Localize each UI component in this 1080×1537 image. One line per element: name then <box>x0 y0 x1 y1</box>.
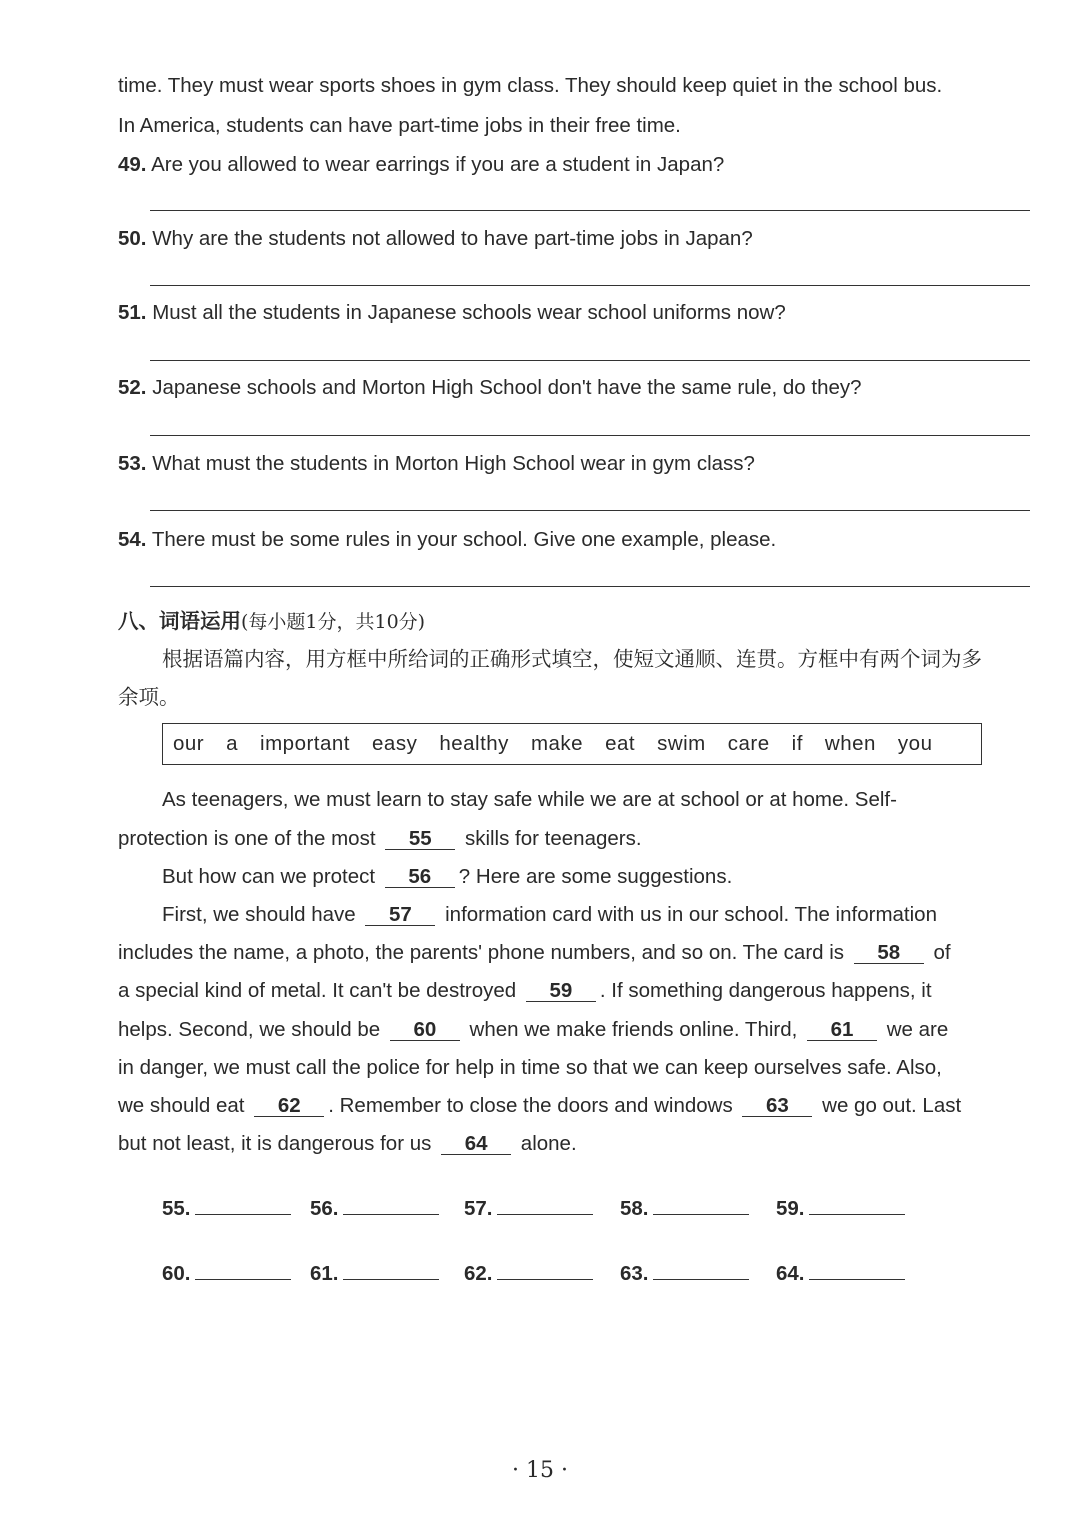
question-number: 53. <box>118 452 147 475</box>
answer-slot-64[interactable] <box>776 1262 905 1286</box>
section-heading <box>118 604 425 634</box>
answer-line-52[interactable] <box>150 435 1030 436</box>
question-number: 54. <box>118 528 147 551</box>
intro-line-1: time. They must wear sports shoes in gym class. They should keep quiet in the school bus. <box>118 74 943 97</box>
blank-61: 61 <box>807 1020 877 1041</box>
passage-text: protection is one of the most <box>118 827 376 850</box>
question-text: Why are the students not allowed to have part-time jobs in Japan? <box>152 227 753 250</box>
answer-underline[interactable] <box>343 1263 439 1280</box>
answer-slot-60[interactable] <box>162 1262 291 1286</box>
passage-text: includes the name, a photo, the parents' phone numbers, and so on. The card is <box>118 941 845 964</box>
passage-text: we should eat <box>118 1094 245 1117</box>
word-option: easy <box>372 732 418 755</box>
answer-label: 61. <box>310 1262 339 1285</box>
answer-underline[interactable] <box>343 1198 439 1215</box>
question-49 <box>118 153 724 177</box>
question-text: There must be some rules in your school. Give one example, please. <box>151 528 777 551</box>
passage-line-10 <box>118 1132 577 1156</box>
answer-line-50[interactable] <box>150 285 1030 286</box>
blank-63: 63 <box>742 1096 812 1117</box>
passage-line-1: As teenagers, we must learn to stay safe while we are at school or at home. Self- <box>162 788 897 811</box>
blank-62: 62 <box>254 1096 324 1117</box>
answer-underline[interactable] <box>653 1198 749 1215</box>
passage-text: we are <box>886 1018 949 1041</box>
passage-text: a special kind of metal. It can't be destroyed <box>118 979 517 1002</box>
passage-line-7 <box>118 1018 948 1042</box>
answer-label: 56. <box>310 1197 339 1220</box>
question-50 <box>118 227 753 251</box>
question-54 <box>118 528 776 552</box>
word-option: make <box>530 732 584 755</box>
passage-line-2 <box>118 827 642 851</box>
question-text: Are you allowed to wear earrings if you are a student in Japan? <box>151 153 725 176</box>
answer-label: 64. <box>776 1262 805 1285</box>
passage-text: information card with us in our school. The information <box>445 903 937 926</box>
word-option: you <box>897 732 933 755</box>
answer-slot-57[interactable] <box>464 1197 593 1221</box>
question-number: 49. <box>118 153 147 176</box>
answer-label: 63. <box>620 1262 649 1285</box>
answer-slot-58[interactable] <box>620 1197 749 1221</box>
answer-underline[interactable] <box>653 1263 749 1280</box>
question-52 <box>118 376 862 400</box>
passage-line-4 <box>162 903 937 927</box>
answer-slot-63[interactable] <box>620 1262 749 1286</box>
word-option: a <box>226 732 239 755</box>
passage-text: we go out. Last <box>822 1094 962 1117</box>
section-instruction-1: 根据语篇内容，用方框中所给词的正确形式填空，使短文通顺、连贯。方框中有两个词为多 <box>162 647 982 671</box>
answer-slot-59[interactable] <box>776 1197 905 1221</box>
question-number: 52. <box>118 376 147 399</box>
answer-label: 57. <box>464 1197 493 1220</box>
word-option: important <box>260 732 351 755</box>
question-number: 50. <box>118 227 147 250</box>
answer-label: 55. <box>162 1197 191 1220</box>
passage-text: but not least, it is dangerous for us <box>118 1132 432 1155</box>
answer-underline[interactable] <box>195 1263 291 1280</box>
question-text: Japanese schools and Morton High School don't have the same rule, do they? <box>152 376 862 399</box>
question-51 <box>118 301 786 325</box>
answer-label: 59. <box>776 1197 805 1220</box>
answer-label: 62. <box>464 1262 493 1285</box>
question-53 <box>118 452 755 476</box>
blank-60: 60 <box>390 1020 460 1041</box>
word-option: if <box>791 732 803 755</box>
passage-text: But how can we protect <box>162 865 376 888</box>
question-number: 51. <box>118 301 147 324</box>
passage-text: ? Here are some suggestions. <box>458 865 733 888</box>
passage-line-3 <box>162 865 732 889</box>
page-number: · 15 · <box>512 1458 568 1483</box>
answer-underline[interactable] <box>809 1263 905 1280</box>
answer-label: 60. <box>162 1262 191 1285</box>
answer-underline[interactable] <box>497 1263 593 1280</box>
blank-59: 59 <box>526 981 596 1002</box>
word-option: when <box>824 732 876 755</box>
blank-57: 57 <box>365 905 435 926</box>
word-option: healthy <box>439 732 509 755</box>
answer-slot-56[interactable] <box>310 1197 439 1221</box>
word-option: swim <box>657 732 706 755</box>
passage-text: First, we should have <box>162 903 356 926</box>
passage-text: alone. <box>520 1132 577 1155</box>
blank-56: 56 <box>385 867 455 888</box>
question-text: Must all the students in Japanese schools wear school uniforms now? <box>152 301 786 324</box>
passage-line-9 <box>118 1094 961 1118</box>
answer-line-51[interactable] <box>150 360 1030 361</box>
question-text: What must the students in Morton High School wear in gym class? <box>152 452 755 475</box>
answer-line-53[interactable] <box>150 510 1030 511</box>
intro-line-2: In America, students can have part-time jobs in their free time. <box>118 114 681 137</box>
passage-text: when we make friends online. Third, <box>469 1018 798 1041</box>
answer-slot-61[interactable] <box>310 1262 439 1286</box>
section-instruction-2: 余项。 <box>118 685 180 709</box>
section-title: 八、词语运用 <box>118 609 241 633</box>
passage-text: skills for teenagers. <box>464 827 642 850</box>
answer-line-54[interactable] <box>150 586 1030 587</box>
blank-64: 64 <box>441 1134 511 1155</box>
passage-text: . Remember to close the doors and windows <box>328 1094 733 1117</box>
passage-text: of <box>933 941 951 964</box>
blank-55: 55 <box>385 829 455 850</box>
answer-underline[interactable] <box>195 1198 291 1215</box>
blank-58: 58 <box>854 943 924 964</box>
passage-line-8: in danger, we must call the police for help in time so that we can keep ourselves safe. Also, <box>118 1056 942 1079</box>
passage-line-5 <box>118 941 951 965</box>
passage-text: helps. Second, we should be <box>118 1018 381 1041</box>
answer-label: 58. <box>620 1197 649 1220</box>
answer-slot-55[interactable] <box>162 1197 291 1221</box>
answer-underline[interactable] <box>497 1198 593 1215</box>
word-option: our <box>173 732 205 755</box>
word-box <box>162 723 982 765</box>
passage-text: . If something dangerous happens, it <box>599 979 932 1002</box>
word-option: care <box>727 732 770 755</box>
answer-underline[interactable] <box>809 1198 905 1215</box>
passage-line-6 <box>118 979 932 1003</box>
section-score-note: (每小题1分，共10分) <box>241 611 426 633</box>
answer-slot-62[interactable] <box>464 1262 593 1286</box>
answer-line-49[interactable] <box>150 210 1030 211</box>
word-option: eat <box>605 732 636 755</box>
